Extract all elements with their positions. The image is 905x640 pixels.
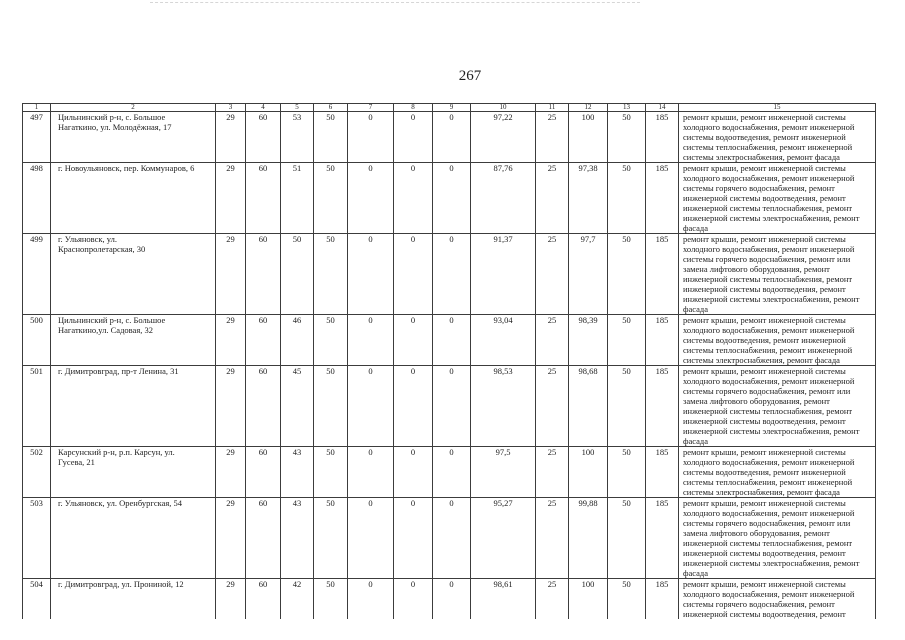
value-cell: 0 [394,163,433,234]
value-cell: 50 [314,447,348,498]
value-cell: 97,22 [471,112,536,163]
table-row [23,163,876,234]
value-cell: 50 [608,163,646,234]
table-row [23,366,876,447]
value-cell: 29 [216,112,246,163]
value-cell: 60 [246,579,281,620]
row-number-cell: 499 [23,234,51,315]
works-line: системы теплоснабжения, ремонт инженерной [683,345,853,355]
works-line: системы электроснабжения, ремонт фасада [683,355,840,365]
value-cell: 50 [608,234,646,315]
value-cell: 0 [433,234,471,315]
works-table [22,103,876,619]
table-row [23,447,876,498]
works-line: ремонт крыши, ремонт инженерной системы [683,112,846,122]
column-number-header: 13 [608,104,646,112]
column-number-header: 2 [51,104,216,112]
works-cell [679,498,876,579]
address-line: г. Димитровград, пр-т Ленина, 31 [58,366,179,376]
value-cell: 0 [394,315,433,366]
works-line: ремонт крыши, ремонт инженерной системы [683,498,846,508]
address-line: Карсунский р-н, р.п. Карсун, ул. [58,447,175,457]
column-number-header: 10 [471,104,536,112]
row-number-cell: 500 [23,315,51,366]
value-cell: 95,27 [471,498,536,579]
value-cell: 50 [314,112,348,163]
value-cell: 25 [536,579,569,620]
value-cell: 185 [646,366,679,447]
works-cell [679,234,876,315]
value-cell: 91,37 [471,234,536,315]
column-number-header: 15 [679,104,876,112]
address-cell [51,447,216,498]
value-cell: 50 [608,366,646,447]
address-line: г. Ульяновск, ул. [58,234,118,244]
value-cell: 0 [348,447,394,498]
value-cell: 50 [281,234,314,315]
value-cell: 185 [646,112,679,163]
works-cell [679,315,876,366]
works-cell [679,366,876,447]
value-cell: 0 [348,366,394,447]
table-row [23,498,876,579]
value-cell: 0 [433,447,471,498]
value-cell: 50 [314,498,348,579]
value-cell: 60 [246,447,281,498]
address-line: Цильнинский р-н, с. Большое [58,315,166,325]
works-line: системы электроснабжения, ремонт фасада [683,152,840,162]
address-line: Гусева, 21 [58,457,95,467]
value-cell: 0 [394,234,433,315]
works-line: ремонт крыши, ремонт инженерной системы [683,315,846,325]
column-number-header: 3 [216,104,246,112]
table-row [23,234,876,315]
value-cell: 50 [608,112,646,163]
value-cell: 98,61 [471,579,536,620]
value-cell: 51 [281,163,314,234]
works-line: холодного водоснабжения, ремонт инженерной [683,457,855,467]
works-line: системы горячего водоснабжения, ремонт или [683,518,851,528]
value-cell: 0 [394,447,433,498]
value-cell: 0 [348,112,394,163]
works-line: фасада [683,436,709,446]
works-line: фасада [683,568,709,578]
address-line: г. Ульяновск, ул. Оренбургская, 54 [58,498,183,508]
address-line: Краснопролетарская, 30 [58,244,146,254]
works-line: системы теплоснабжения, ремонт инженерной [683,142,853,152]
table-row [23,315,876,366]
value-cell: 50 [314,315,348,366]
row-number-cell: 498 [23,163,51,234]
works-line: замена лифтового оборудования, ремонт [683,396,830,406]
works-line: инженерной системы водоотведения, ремонт [683,416,846,426]
works-line: ремонт крыши, ремонт инженерной системы [683,579,846,589]
works-line: фасада [683,223,709,233]
address-line: Цильнинский р-н, с. Большое [58,112,166,122]
works-line: инженерной системы электроснабжения, ремонт [683,294,860,304]
value-cell: 60 [246,366,281,447]
value-cell: 185 [646,234,679,315]
value-cell: 97,38 [569,163,608,234]
works-line: инженерной системы теплоснабжения, ремонт [683,274,853,284]
column-number-header: 11 [536,104,569,112]
works-line: инженерной системы электроснабжения, ремонт [683,426,860,436]
works-cell [679,163,876,234]
value-cell: 29 [216,315,246,366]
value-cell: 0 [433,163,471,234]
value-cell: 50 [314,234,348,315]
value-cell: 25 [536,163,569,234]
works-line: ремонт крыши, ремонт инженерной системы [683,447,846,457]
works-line: ремонт крыши, ремонт инженерной системы [683,163,846,173]
value-cell: 0 [348,498,394,579]
address-cell [51,112,216,163]
value-cell: 0 [433,366,471,447]
works-line: холодного водоснабжения, ремонт инженерной [683,173,855,183]
address-cell [51,163,216,234]
address-line: Нагаткино, ул. Молодёжная, 17 [58,122,172,132]
column-number-header: 8 [394,104,433,112]
value-cell: 29 [216,447,246,498]
table-row [23,112,876,163]
row-number-cell: 504 [23,579,51,620]
value-cell: 0 [394,579,433,620]
table-body [23,112,876,620]
value-cell: 0 [348,315,394,366]
row-number-cell: 501 [23,366,51,447]
row-number-cell: 503 [23,498,51,579]
value-cell: 50 [314,163,348,234]
address-line: г. Новоульяновск, пер. Коммунаров, 6 [58,163,195,173]
address-cell [51,579,216,620]
address-cell [51,234,216,315]
value-cell: 97,5 [471,447,536,498]
works-line: инженерной системы теплоснабжения, ремонт [683,538,853,548]
value-cell: 60 [246,112,281,163]
value-cell: 0 [433,315,471,366]
works-line: замена лифтового оборудования, ремонт [683,264,830,274]
works-line: холодного водоснабжения, ремонт инженерной [683,589,855,599]
value-cell: 50 [608,498,646,579]
works-line: ремонт крыши, ремонт инженерной системы [683,234,846,244]
row-number-cell: 497 [23,112,51,163]
value-cell: 100 [569,112,608,163]
column-number-header: 9 [433,104,471,112]
value-cell: 53 [281,112,314,163]
works-line: холодного водоснабжения, ремонт инженерной [683,244,855,254]
column-number-header: 5 [281,104,314,112]
works-cell [679,579,876,620]
address-cell [51,315,216,366]
value-cell: 50 [314,579,348,620]
value-cell: 25 [536,315,569,366]
value-cell: 50 [608,447,646,498]
value-cell: 60 [246,163,281,234]
address-line: Нагаткино,ул. Садовая, 32 [58,325,153,335]
works-line: системы горячего водоснабжения, ремонт [683,183,835,193]
value-cell: 50 [608,579,646,620]
works-line: холодного водоснабжения, ремонт инженерной [683,376,855,386]
address-cell [51,366,216,447]
works-line: системы водоотведения, ремонт инженерной [683,335,846,345]
value-cell: 25 [536,447,569,498]
works-line: инженерной системы теплоснабжения, ремонт [683,203,853,213]
value-cell: 29 [216,234,246,315]
table-head [23,104,876,112]
address-cell [51,498,216,579]
address-line: г. Димитровград, ул. Прониной, 12 [58,579,184,589]
value-cell: 99,88 [569,498,608,579]
value-cell: 50 [608,315,646,366]
works-line: холодного водоснабжения, ремонт инженерной [683,122,855,132]
value-cell: 29 [216,366,246,447]
value-cell: 98,39 [569,315,608,366]
value-cell: 42 [281,579,314,620]
value-cell: 0 [348,579,394,620]
value-cell: 98,53 [471,366,536,447]
value-cell: 50 [314,366,348,447]
value-cell: 87,76 [471,163,536,234]
column-number-header: 12 [569,104,608,112]
works-line: фасада [683,304,709,314]
works-line: инженерной системы водоотведения, ремонт [683,284,846,294]
value-cell: 43 [281,498,314,579]
column-number-header: 6 [314,104,348,112]
works-line: системы горячего водоснабжения, ремонт или [683,254,851,264]
row-number-cell: 502 [23,447,51,498]
value-cell: 25 [536,498,569,579]
works-line: системы водоотведения, ремонт инженерной [683,467,846,477]
table-row [23,579,876,620]
works-line: холодного водоснабжения, ремонт инженерной [683,508,855,518]
works-line: инженерной системы теплоснабжения, ремонт [683,406,853,416]
works-line: инженерной системы водоотведения, ремонт [683,609,846,619]
value-cell: 0 [433,498,471,579]
works-line: системы горячего водоснабжения, ремонт [683,599,835,609]
value-cell: 0 [348,234,394,315]
works-line: инженерной системы водоотведения, ремонт [683,193,846,203]
value-cell: 46 [281,315,314,366]
value-cell: 185 [646,498,679,579]
value-cell: 43 [281,447,314,498]
value-cell: 100 [569,447,608,498]
works-line: ремонт крыши, ремонт инженерной системы [683,366,846,376]
works-line: инженерной системы электроснабжения, ремонт [683,558,860,568]
value-cell: 0 [433,112,471,163]
value-cell: 60 [246,498,281,579]
works-line: холодного водоснабжения, ремонт инженерной [683,325,855,335]
works-line: замена лифтового оборудования, ремонт [683,528,830,538]
value-cell: 25 [536,234,569,315]
value-cell: 0 [433,579,471,620]
works-line: инженерной системы водоотведения, ремонт [683,548,846,558]
works-line: системы теплоснабжения, ремонт инженерной [683,477,853,487]
value-cell: 0 [394,112,433,163]
works-cell [679,447,876,498]
value-cell: 97,7 [569,234,608,315]
value-cell: 185 [646,163,679,234]
value-cell: 60 [246,315,281,366]
value-cell: 98,68 [569,366,608,447]
works-cell [679,112,876,163]
value-cell: 45 [281,366,314,447]
column-number-header: 14 [646,104,679,112]
works-line: инженерной системы электроснабжения, ремонт [683,213,860,223]
value-cell: 29 [216,579,246,620]
page-number: 267 [458,68,482,84]
value-cell: 25 [536,366,569,447]
value-cell: 29 [216,163,246,234]
value-cell: 185 [646,579,679,620]
value-cell: 93,04 [471,315,536,366]
scan-edge-line [150,2,640,3]
column-number-header: 4 [246,104,281,112]
value-cell: 0 [394,498,433,579]
value-cell: 185 [646,315,679,366]
works-line: системы горячего водоснабжения, ремонт или [683,386,851,396]
value-cell: 100 [569,579,608,620]
value-cell: 60 [246,234,281,315]
column-number-header: 7 [348,104,394,112]
value-cell: 185 [646,447,679,498]
works-line: системы водоотведения, ремонт инженерной [683,132,846,142]
works-line: системы электроснабжения, ремонт фасада [683,487,840,497]
value-cell: 0 [394,366,433,447]
header-row [23,104,876,112]
value-cell: 29 [216,498,246,579]
value-cell: 25 [536,112,569,163]
column-number-header: 1 [23,104,51,112]
value-cell: 0 [348,163,394,234]
